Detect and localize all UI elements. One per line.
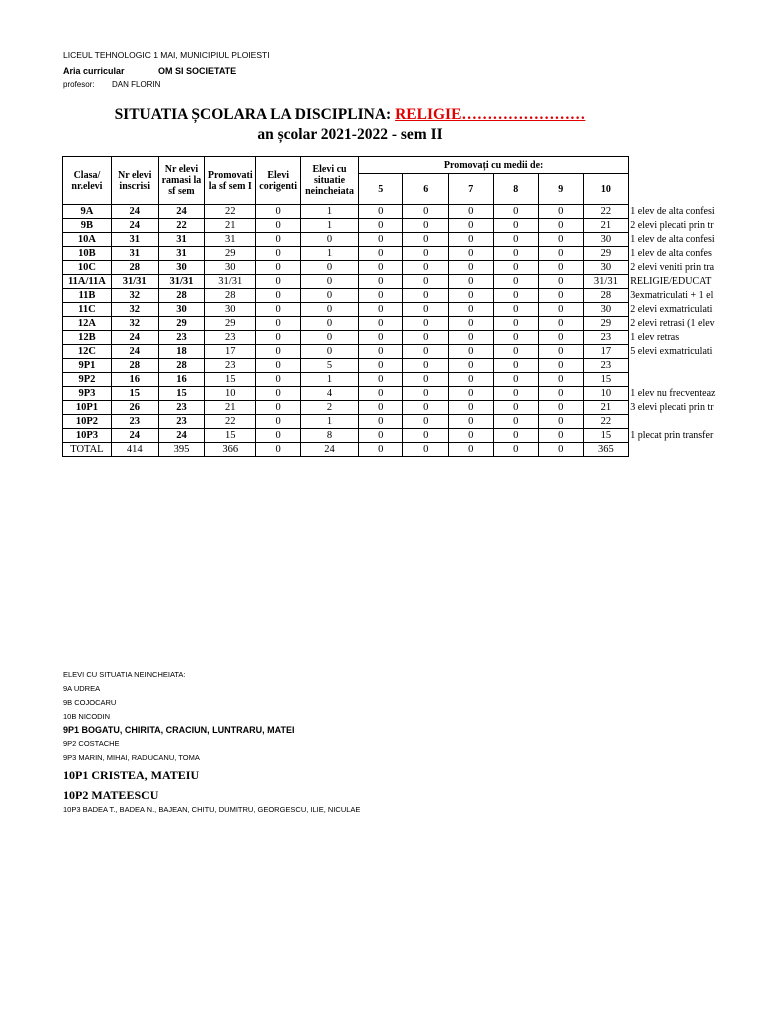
cell-grade-10: 22 (583, 415, 629, 429)
cell-grade-8: 0 (493, 373, 539, 387)
subject-name: RELIGIE…………………… (395, 106, 586, 123)
cell-incomplete: 1 (301, 219, 359, 233)
header-grade-9: 9 (539, 174, 584, 205)
cell-grade-8: 0 (493, 415, 539, 429)
cell-grade-9: 0 (539, 317, 584, 331)
cell-grade-6: 0 (403, 247, 449, 261)
cell-grade-6: 0 (403, 205, 449, 219)
cell-grade-8: 0 (493, 331, 539, 345)
cell-enrolled: 15 (111, 387, 158, 401)
cell-grade-5: 0 (358, 303, 403, 317)
cell-grade-7: 0 (448, 345, 493, 359)
cell-incomplete: 8 (301, 429, 359, 443)
cell-grade-7: 0 (448, 415, 493, 429)
cell-grade-9: 0 (539, 429, 584, 443)
cell-class: 10A (63, 233, 112, 247)
cell-enrolled: 28 (111, 359, 158, 373)
document-title (0, 106, 700, 124)
cell-incomplete: 24 (301, 443, 359, 457)
cell-failing: 0 (256, 359, 301, 373)
school-name: LICEUL TEHNOLOGIC 1 MAI, MUNICIPIUL PLOIESTI (63, 50, 270, 60)
cell-incomplete: 1 (301, 205, 359, 219)
cell-grade-8: 0 (493, 359, 539, 373)
cell-class: 12C (63, 345, 112, 359)
cell-promoted: 10 (205, 387, 256, 401)
cell-grade-6: 0 (403, 429, 449, 443)
cell-grade-6: 0 (403, 359, 449, 373)
cell-remaining: 29 (158, 317, 205, 331)
cell-enrolled: 24 (111, 331, 158, 345)
cell-promoted: 29 (205, 317, 256, 331)
table-row (63, 233, 768, 247)
cell-class: 9B (63, 219, 112, 233)
cell-enrolled: 26 (111, 401, 158, 415)
cell-remaining: 18 (158, 345, 205, 359)
cell-class: 10P3 (63, 429, 112, 443)
table-row (63, 261, 768, 275)
teacher (63, 80, 161, 89)
table-header (63, 157, 768, 205)
cell-grade-10: 365 (583, 443, 629, 457)
cell-grade-5: 0 (358, 373, 403, 387)
cell-remaining: 23 (158, 331, 205, 345)
cell-promoted: 15 (205, 429, 256, 443)
header-grade-10: 10 (583, 174, 629, 205)
cell-enrolled: 32 (111, 289, 158, 303)
cell-grade-9: 0 (539, 345, 584, 359)
cell-grade-8: 0 (493, 275, 539, 289)
incomplete-line: 9P2 COSTACHE (63, 739, 120, 748)
row-note: 1 elev de alta confesi (630, 234, 715, 245)
cell-remaining: 23 (158, 401, 205, 415)
header-incomplete: Elevi cu situatie neincheiata (301, 157, 359, 205)
cell-incomplete: 0 (301, 233, 359, 247)
cell-enrolled: 31/31 (111, 275, 158, 289)
cell-grade-9: 0 (539, 219, 584, 233)
cell-grade-5: 0 (358, 233, 403, 247)
cell-grade-7: 0 (448, 373, 493, 387)
cell-grade-9: 0 (539, 359, 584, 373)
header-grade-7: 7 (448, 174, 493, 205)
row-note: 2 elevi retrasi (1 elev (630, 318, 715, 329)
header-grade-6: 6 (403, 174, 449, 205)
cell-grade-10: 21 (583, 219, 629, 233)
cell-grade-9: 0 (539, 415, 584, 429)
cell-enrolled: 28 (111, 261, 158, 275)
table-row (63, 289, 768, 303)
cell-incomplete: 0 (301, 275, 359, 289)
header-promoted: Promovati la sf sem I (205, 157, 256, 205)
cell-grade-6: 0 (403, 415, 449, 429)
row-note: 1 elev nu frecventeaz (630, 388, 716, 399)
table-row (63, 359, 768, 373)
cell-grade-9: 0 (539, 331, 584, 345)
cell-remaining: 22 (158, 219, 205, 233)
cell-remaining: 15 (158, 387, 205, 401)
teacher-label: profesor: (63, 80, 95, 89)
cell-promoted: 31/31 (205, 275, 256, 289)
cell-remaining: 30 (158, 303, 205, 317)
cell-grade-6: 0 (403, 317, 449, 331)
cell-incomplete: 0 (301, 303, 359, 317)
row-note (629, 415, 768, 429)
row-note: 2 elevi veniti prin tra (630, 262, 715, 273)
cell-grade-7: 0 (448, 303, 493, 317)
cell-class: 12A (63, 317, 112, 331)
header-class: Clasa/ nr.elevi (63, 157, 112, 205)
row-note: 3exmatriculati + 1 el (630, 290, 714, 301)
cell-grade-8: 0 (493, 219, 539, 233)
cell-enrolled: 24 (111, 345, 158, 359)
cell-promoted: 30 (205, 261, 256, 275)
cell-grade-9: 0 (539, 289, 584, 303)
cell-grade-7: 0 (448, 317, 493, 331)
school-year: an școlar 2021-2022 - sem II (257, 126, 443, 143)
table-row (63, 275, 768, 289)
cell-grade-10: 17 (583, 345, 629, 359)
cell-grade-6: 0 (403, 443, 449, 457)
cell-promoted: 31 (205, 233, 256, 247)
incomplete-line: 10P1 CRISTEA, MATEIU (63, 768, 200, 782)
cell-grade-8: 0 (493, 233, 539, 247)
cell-grade-5: 0 (358, 331, 403, 345)
cell-grade-8: 0 (493, 401, 539, 415)
table-row (63, 303, 768, 317)
cell-grade-9: 0 (539, 261, 584, 275)
cell-grade-7: 0 (448, 429, 493, 443)
cell-grade-8: 0 (493, 345, 539, 359)
cell-incomplete: 1 (301, 373, 359, 387)
cell-grade-10: 15 (583, 373, 629, 387)
cell-grade-10: 28 (583, 289, 629, 303)
cell-remaining: 31/31 (158, 275, 205, 289)
row-note (629, 443, 768, 457)
cell-remaining: 28 (158, 289, 205, 303)
cell-grade-9: 0 (539, 205, 584, 219)
cell-class: 10P2 (63, 415, 112, 429)
cell-incomplete: 0 (301, 345, 359, 359)
table-row (63, 219, 768, 233)
table-row (63, 401, 768, 415)
cell-grade-6: 0 (403, 331, 449, 345)
incomplete-line: 10P3 BADEA T., BADEA N., BAJEAN, CHITU, DUMITRU, GEORGESCU, ILIE, NICULAE (63, 805, 361, 814)
cell-promoted: 29 (205, 247, 256, 261)
cell-grade-5: 0 (358, 443, 403, 457)
cell-grade-6: 0 (403, 387, 449, 401)
row-note: 3 elevi plecati prin tr (630, 402, 714, 413)
cell-grade-5: 0 (358, 359, 403, 373)
cell-failing: 0 (256, 219, 301, 233)
cell-remaining: 24 (158, 429, 205, 443)
cell-grade-5: 0 (358, 247, 403, 261)
header-failing: Elevi corigenti (256, 157, 301, 205)
cell-grade-7: 0 (448, 359, 493, 373)
cell-grade-8: 0 (493, 303, 539, 317)
cell-remaining: 28 (158, 359, 205, 373)
cell-incomplete: 1 (301, 247, 359, 261)
cell-grade-7: 0 (448, 289, 493, 303)
cell-grade-6: 0 (403, 219, 449, 233)
cell-promoted: 30 (205, 303, 256, 317)
notes-header-spacer (629, 157, 768, 205)
cell-enrolled: 414 (111, 443, 158, 457)
cell-class: 11C (63, 303, 112, 317)
cell-promoted: 22 (205, 205, 256, 219)
cell-remaining: 31 (158, 233, 205, 247)
cell-remaining: 16 (158, 373, 205, 387)
cell-grade-7: 0 (448, 275, 493, 289)
table-row (63, 429, 768, 443)
cell-grade-10: 22 (583, 205, 629, 219)
cell-promoted: 15 (205, 373, 256, 387)
cell-failing: 0 (256, 205, 301, 219)
cell-grade-10: 30 (583, 233, 629, 247)
cell-promoted: 22 (205, 415, 256, 429)
cell-grade-5: 0 (358, 289, 403, 303)
table-row (63, 443, 768, 457)
cell-enrolled: 24 (111, 429, 158, 443)
cell-remaining: 395 (158, 443, 205, 457)
cell-promoted: 23 (205, 331, 256, 345)
cell-grade-7: 0 (448, 443, 493, 457)
cell-promoted: 366 (205, 443, 256, 457)
cell-class: TOTAL (63, 443, 112, 457)
cell-enrolled: 32 (111, 317, 158, 331)
cell-grade-10: 30 (583, 261, 629, 275)
cell-enrolled: 16 (111, 373, 158, 387)
cell-grade-8: 0 (493, 429, 539, 443)
cell-remaining: 24 (158, 205, 205, 219)
cell-grade-7: 0 (448, 387, 493, 401)
cell-failing: 0 (256, 289, 301, 303)
cell-incomplete: 4 (301, 387, 359, 401)
cell-failing: 0 (256, 331, 301, 345)
incomplete-line: 9A UDREA (63, 684, 101, 693)
row-note: 1 elev de alta confesi (630, 206, 715, 217)
cell-failing: 0 (256, 415, 301, 429)
cell-failing: 0 (256, 401, 301, 415)
cell-failing: 0 (256, 387, 301, 401)
cell-grade-5: 0 (358, 387, 403, 401)
table-row (63, 205, 768, 219)
cell-grade-9: 0 (539, 247, 584, 261)
cell-grade-10: 29 (583, 317, 629, 331)
cell-grade-6: 0 (403, 401, 449, 415)
cell-grade-8: 0 (493, 387, 539, 401)
row-note: 2 elevi exmatriculati (630, 304, 713, 315)
row-note: 5 elevi exmatriculati (630, 346, 713, 357)
cell-class: 12B (63, 331, 112, 345)
cell-grade-5: 0 (358, 317, 403, 331)
cell-grade-7: 0 (448, 331, 493, 345)
cell-incomplete: 5 (301, 359, 359, 373)
cell-grade-10: 21 (583, 401, 629, 415)
table-row (63, 345, 768, 359)
header-grades-group: Promovați cu medii de: (358, 157, 628, 174)
cell-grade-8: 0 (493, 443, 539, 457)
row-note: 1 elev de alta confes (630, 248, 712, 259)
grades-table (62, 156, 768, 457)
table-row (63, 387, 768, 401)
cell-class: 9P1 (63, 359, 112, 373)
cell-promoted: 21 (205, 401, 256, 415)
cell-promoted: 17 (205, 345, 256, 359)
cell-grade-5: 0 (358, 205, 403, 219)
cell-grade-6: 0 (403, 275, 449, 289)
table-row (63, 331, 768, 345)
incomplete-heading: ELEVI CU SITUATIA NEINCHEIATA: (63, 670, 186, 679)
cell-grade-9: 0 (539, 401, 584, 415)
cell-grade-9: 0 (539, 387, 584, 401)
cell-grade-6: 0 (403, 289, 449, 303)
cell-failing: 0 (256, 317, 301, 331)
cell-class: 9P2 (63, 373, 112, 387)
cell-failing: 0 (256, 429, 301, 443)
cell-grade-5: 0 (358, 345, 403, 359)
incomplete-line: 10B NICODIN (63, 712, 111, 721)
cell-grade-9: 0 (539, 275, 584, 289)
table-row (63, 247, 768, 261)
row-note (629, 359, 768, 373)
cell-failing: 0 (256, 233, 301, 247)
header-grade-5: 5 (358, 174, 403, 205)
cell-incomplete: 0 (301, 261, 359, 275)
title-prefix: SITUATIA ȘCOLARA LA DISCIPLINA: (114, 106, 396, 123)
cell-class: 11B (63, 289, 112, 303)
cell-enrolled: 31 (111, 247, 158, 261)
cell-grade-10: 31/31 (583, 275, 629, 289)
cell-failing: 0 (256, 373, 301, 387)
cell-grade-5: 0 (358, 219, 403, 233)
incomplete-line: 9B COJOCARU (63, 698, 117, 707)
cell-grade-7: 0 (448, 233, 493, 247)
cell-failing: 0 (256, 275, 301, 289)
header-enrolled: Nr elevi inscrisi (111, 157, 158, 205)
cell-class: 10P1 (63, 401, 112, 415)
cell-grade-10: 10 (583, 387, 629, 401)
cell-grade-9: 0 (539, 373, 584, 387)
cell-failing: 0 (256, 247, 301, 261)
incomplete-line: 9P3 MARIN, MIHAI, RADUCANU, TOMA (63, 753, 200, 762)
teacher-name: DAN FLORIN (112, 80, 161, 89)
table-body (63, 205, 768, 457)
cell-grade-7: 0 (448, 247, 493, 261)
row-note (629, 373, 768, 387)
row-note: 1 plecat prin transfer (630, 430, 714, 441)
cell-grade-6: 0 (403, 345, 449, 359)
table-row (63, 317, 768, 331)
cell-grade-8: 0 (493, 289, 539, 303)
cell-grade-6: 0 (403, 233, 449, 247)
row-note: 2 elevi plecati prin tr (630, 220, 714, 231)
incomplete-line: 10P2 MATEESCU (63, 788, 159, 802)
cell-grade-9: 0 (539, 303, 584, 317)
cell-grade-9: 0 (539, 233, 584, 247)
cell-grade-5: 0 (358, 275, 403, 289)
cell-promoted: 23 (205, 359, 256, 373)
curricular-area (63, 66, 237, 76)
cell-failing: 0 (256, 345, 301, 359)
table-row (63, 415, 768, 429)
cell-enrolled: 24 (111, 205, 158, 219)
row-note: 1 elev retras (630, 332, 680, 343)
cell-grade-6: 0 (403, 261, 449, 275)
cell-failing: 0 (256, 443, 301, 457)
cell-enrolled: 23 (111, 415, 158, 429)
cell-grade-10: 29 (583, 247, 629, 261)
cell-grade-5: 0 (358, 415, 403, 429)
cell-grade-6: 0 (403, 303, 449, 317)
cell-grade-8: 0 (493, 205, 539, 219)
cell-grade-8: 0 (493, 261, 539, 275)
cell-class: 10B (63, 247, 112, 261)
cell-remaining: 31 (158, 247, 205, 261)
incomplete-line: 9P1 BOGATU, CHIRITA, CRACIUN, LUNTRARU, MATEI (63, 725, 295, 735)
cell-enrolled: 31 (111, 233, 158, 247)
cell-grade-8: 0 (493, 247, 539, 261)
cell-grade-7: 0 (448, 205, 493, 219)
table-row (63, 373, 768, 387)
header-grade-8: 8 (493, 174, 539, 205)
cell-enrolled: 24 (111, 219, 158, 233)
curricular-area-value: OM SI SOCIETATE (158, 66, 237, 76)
cell-class: 9A (63, 205, 112, 219)
cell-grade-9: 0 (539, 443, 584, 457)
cell-incomplete: 1 (301, 415, 359, 429)
cell-grade-8: 0 (493, 317, 539, 331)
cell-failing: 0 (256, 261, 301, 275)
cell-remaining: 30 (158, 261, 205, 275)
cell-grade-10: 23 (583, 331, 629, 345)
cell-class: 9P3 (63, 387, 112, 401)
cell-incomplete: 2 (301, 401, 359, 415)
cell-grade-10: 23 (583, 359, 629, 373)
cell-incomplete: 0 (301, 289, 359, 303)
cell-grade-5: 0 (358, 429, 403, 443)
cell-grade-5: 0 (358, 401, 403, 415)
cell-promoted: 28 (205, 289, 256, 303)
cell-failing: 0 (256, 303, 301, 317)
cell-grade-10: 15 (583, 429, 629, 443)
cell-class: 10C (63, 261, 112, 275)
cell-grade-7: 0 (448, 219, 493, 233)
cell-grade-7: 0 (448, 401, 493, 415)
curricular-area-label: Aria curricular (63, 66, 125, 76)
cell-enrolled: 32 (111, 303, 158, 317)
cell-promoted: 21 (205, 219, 256, 233)
cell-grade-6: 0 (403, 373, 449, 387)
cell-grade-5: 0 (358, 261, 403, 275)
row-note: RELIGIE/EDUCAT (630, 276, 712, 287)
cell-class: 11A/11A (63, 275, 112, 289)
header-remaining: Nr elevi ramasi la sf sem (158, 157, 205, 205)
cell-remaining: 23 (158, 415, 205, 429)
cell-grade-7: 0 (448, 261, 493, 275)
cell-incomplete: 0 (301, 317, 359, 331)
cell-grade-10: 30 (583, 303, 629, 317)
cell-incomplete: 0 (301, 331, 359, 345)
